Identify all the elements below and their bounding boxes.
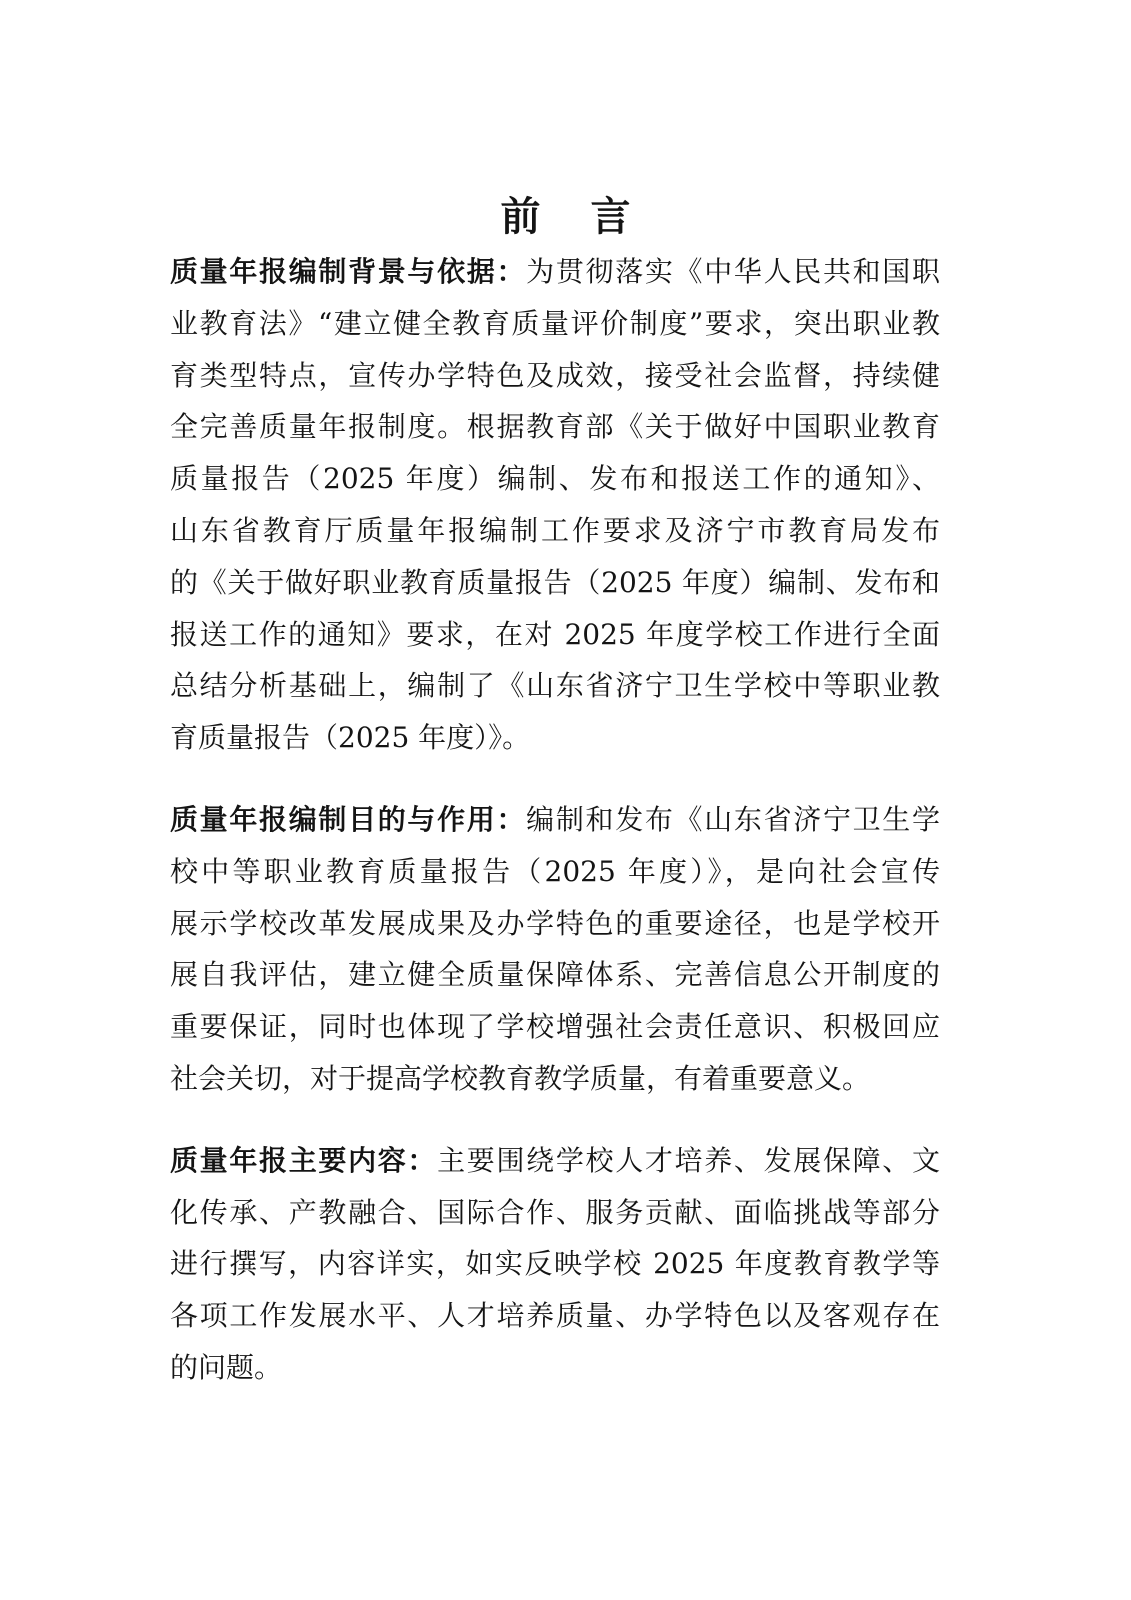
paragraph-line: 育质量报告（2025 年度）》。	[170, 721, 531, 755]
paragraph-line: 育类型特点，宣传办学特色及成效，接受社会监督，持续健	[170, 358, 940, 392]
paragraph-lead: 质量年报编制背景与依据：	[170, 255, 527, 288]
paragraph-text: 主要围绕学校人才培养、发展保障、文	[437, 1143, 940, 1177]
paragraph-line: 重要保证，同时也体现了学校增强社会责任意识、积极回应	[170, 1010, 940, 1044]
paragraph-text: 为贯彻落实《中华人民共和国职	[526, 255, 940, 288]
paragraph-line: 社会关切，对于提高学校教育教学质量，有着重要意义。	[170, 1061, 871, 1095]
paragraph-line: 进行撰写，内容详实，如实反映学校 2025 年度教育教学等	[170, 1247, 940, 1281]
paragraph-line: 山东省教育厅质量年报编制工作要求及济宁市教育局发布	[170, 513, 940, 547]
paragraph-purpose	[170, 794, 940, 1105]
document-body	[170, 246, 940, 1424]
paragraph-content	[170, 1135, 940, 1394]
paragraph-line: 报送工作的通知》要求，在对 2025 年度学校工作进行全面	[170, 617, 940, 651]
paragraph-line	[170, 794, 940, 846]
paragraph-line	[170, 246, 940, 298]
paragraph-line: 化传承、产教融合、国际合作、服务贡献、面临挑战等部分	[170, 1195, 940, 1229]
page-title: 前 言	[500, 192, 649, 240]
paragraph-line: 展自我评估，建立健全质量保障体系、完善信息公开制度的	[170, 958, 940, 992]
paragraph-line	[170, 1135, 940, 1187]
paragraph-line: 展示学校改革发展成果及办学特色的重要途径，也是学校开	[170, 906, 940, 940]
paragraph-line: 各项工作发展水平、人才培养质量、办学特色以及客观存在	[170, 1299, 940, 1333]
paragraph-line: 全完善质量年报制度。根据教育部《关于做好中国职业教育	[170, 410, 940, 444]
paragraph-background	[170, 246, 940, 764]
paragraph-line: 的问题。	[170, 1350, 283, 1384]
paragraph-line: 业教育法》“建立健全教育质量评价制度”要求，突出职业教	[170, 306, 940, 340]
paragraph-line: 总结分析基础上，编制了《山东省济宁卫生学校中等职业教	[170, 669, 940, 703]
paragraph-line: 质量报告（2025 年度）编制、发布和报送工作的通知》、	[170, 462, 940, 496]
paragraph-text: 编制和发布《山东省济宁卫生学	[526, 802, 940, 836]
paragraph-line: 的《关于做好职业教育质量报告（2025 年度）编制、发布和	[170, 565, 940, 599]
paragraph-lead: 质量年报主要内容：	[170, 1143, 438, 1177]
paragraph-line: 校中等职业教育质量报告（2025 年度）》，是向社会宣传	[170, 854, 940, 888]
paragraph-lead: 质量年报编制目的与作用：	[170, 802, 527, 836]
